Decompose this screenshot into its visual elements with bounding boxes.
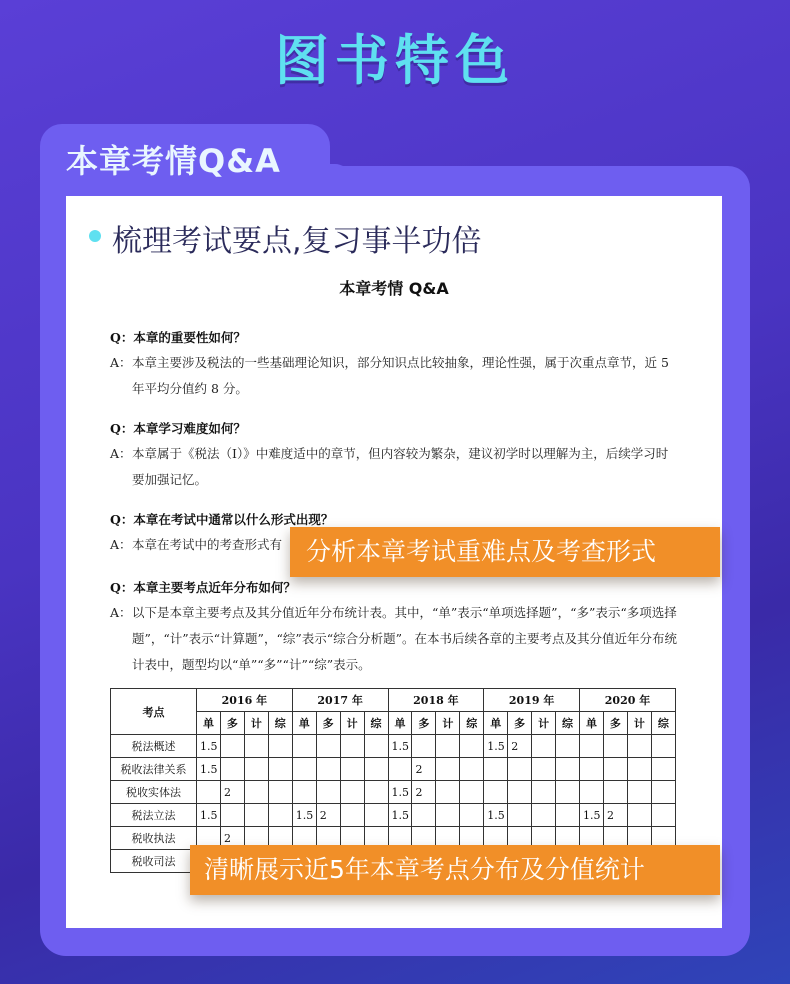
- question-2: Q：本章学习难度如何？: [110, 421, 246, 436]
- score-cell: 1.5: [580, 804, 604, 827]
- score-cell: [412, 735, 436, 758]
- question-type-header: 单: [580, 712, 604, 735]
- callout-score-distribution: 清晰展示近5年本章考点分布及分值统计: [190, 845, 720, 895]
- score-cell: [556, 804, 580, 827]
- score-cell: [268, 758, 292, 781]
- score-cell: [603, 758, 627, 781]
- exam-point-name: 税收法律关系: [111, 758, 197, 781]
- score-cell: [340, 735, 364, 758]
- question-type-header: 多: [603, 712, 627, 735]
- question-type-header: 综: [651, 712, 675, 735]
- score-cell: [651, 735, 675, 758]
- score-cell: [436, 758, 460, 781]
- answer-label: A：: [110, 605, 132, 620]
- score-cell: [364, 781, 388, 804]
- exam-point-name: 税法概述: [111, 735, 197, 758]
- table-row: [111, 758, 676, 781]
- score-cell: [580, 735, 604, 758]
- score-cell: [220, 804, 244, 827]
- score-cell: [412, 804, 436, 827]
- exam-point-name: 税收执法: [111, 827, 197, 850]
- answer-label: A：: [110, 446, 132, 461]
- score-cell: [316, 781, 340, 804]
- bullet-dot-icon: [89, 230, 101, 242]
- score-cell: [436, 804, 460, 827]
- score-cell: [603, 781, 627, 804]
- exam-point-name: 税收司法: [111, 850, 197, 873]
- answer-label: A：: [110, 355, 132, 370]
- score-cell: [316, 758, 340, 781]
- score-cell: [508, 804, 532, 827]
- score-cell: [580, 781, 604, 804]
- score-cell: [627, 735, 651, 758]
- score-cell: [508, 758, 532, 781]
- score-cell: [316, 735, 340, 758]
- score-cell: 1.5: [388, 735, 412, 758]
- score-cell: [197, 781, 221, 804]
- score-cell: [244, 758, 268, 781]
- question-type-header: 综: [460, 712, 484, 735]
- score-cell: [532, 804, 556, 827]
- score-cell: [364, 735, 388, 758]
- table-row: [111, 804, 676, 827]
- score-cell: 1.5: [484, 804, 508, 827]
- score-cell: [627, 758, 651, 781]
- year-header: 2017 年: [292, 689, 388, 712]
- score-cell: [268, 804, 292, 827]
- question-type-header: 多: [316, 712, 340, 735]
- score-cell: [484, 758, 508, 781]
- score-cell: [388, 758, 412, 781]
- score-cell: [580, 758, 604, 781]
- question-4: Q：本章主要考点近年分布如何？: [110, 580, 296, 595]
- year-header: 2018 年: [388, 689, 484, 712]
- score-cell: [364, 758, 388, 781]
- score-cell: [292, 781, 316, 804]
- score-cell: [460, 758, 484, 781]
- score-cell: 1.5: [197, 804, 221, 827]
- score-cell: 2: [220, 781, 244, 804]
- table-corner-header: 考点: [111, 689, 197, 735]
- question-3: Q：本章在考试中通常以什么形式出现？: [110, 512, 334, 527]
- score-cell: [220, 735, 244, 758]
- score-cell: [460, 804, 484, 827]
- score-cell: [244, 735, 268, 758]
- score-cell: [651, 804, 675, 827]
- answer-text: 本章在考试中的考查形式有: [132, 537, 283, 552]
- score-cell: [436, 735, 460, 758]
- score-cell: [268, 781, 292, 804]
- question-type-header: 计: [627, 712, 651, 735]
- score-cell: 1.5: [292, 804, 316, 827]
- score-cell: [220, 758, 244, 781]
- score-cell: [651, 758, 675, 781]
- hero-title: 图书特色: [275, 29, 515, 92]
- answer-label: A：: [110, 537, 132, 552]
- answer-text: 本章主要涉及税法的一些基础理论知识，部分知识点比较抽象，理论性强，属于次重点章节，近 5 年平均分值约 8 分。: [132, 355, 669, 396]
- question-type-header: 多: [508, 712, 532, 735]
- answer-text: 以下是本章主要考点及其分值近年分布统计表。其中，“单”表示“单项选择题”，“多”表示“多项选择题”，“计”表示“计算题”，“综”表示“综合分析题”。在本书后续各章的主要考点及其分值近年分布统计表中，题型均以“单”“多”“计”“综”表示。: [132, 605, 678, 672]
- question-type-header: 综: [364, 712, 388, 735]
- section-tab-label: 本章考情Q&A: [66, 142, 281, 180]
- score-cell: [556, 781, 580, 804]
- score-cell: 2: [412, 758, 436, 781]
- score-cell: [244, 804, 268, 827]
- score-cell: 2: [603, 804, 627, 827]
- score-cell: [436, 781, 460, 804]
- score-cell: [340, 758, 364, 781]
- question-type-header: 单: [197, 712, 221, 735]
- score-cell: 1.5: [197, 735, 221, 758]
- doc-title: 本章考情 Q&A: [339, 279, 449, 298]
- answer-2: [110, 441, 680, 493]
- score-cell: [532, 781, 556, 804]
- score-cell: [508, 781, 532, 804]
- year-header: 2019 年: [484, 689, 580, 712]
- exam-point-name: 税法立法: [111, 804, 197, 827]
- exam-point-name: 税收实体法: [111, 781, 197, 804]
- score-cell: [292, 735, 316, 758]
- answer-text: 本章属于《税法（Ⅰ）》中难度适中的章节，但内容较为繁杂，建议初学时以理解为主，后续学习时要加强记忆。: [132, 446, 669, 487]
- score-cell: [556, 758, 580, 781]
- year-header: 2020 年: [580, 689, 676, 712]
- score-cell: [340, 781, 364, 804]
- score-cell: 1.5: [484, 735, 508, 758]
- question-type-header: 综: [268, 712, 292, 735]
- score-cell: [532, 758, 556, 781]
- feature-headline: 梳理考试要点,复习事半功倍: [112, 224, 482, 259]
- year-header: 2016 年: [197, 689, 293, 712]
- score-cell: 2: [412, 781, 436, 804]
- score-cell: 1.5: [388, 804, 412, 827]
- question-type-header: 计: [436, 712, 460, 735]
- callout-exam-focus: 分析本章考试重难点及考查形式: [290, 527, 720, 577]
- score-cell: [556, 735, 580, 758]
- score-cell: [364, 804, 388, 827]
- score-cell: [651, 781, 675, 804]
- score-cell: 2: [316, 804, 340, 827]
- score-cell: 1.5: [197, 758, 221, 781]
- question-type-header: 单: [484, 712, 508, 735]
- question-type-header: 计: [532, 712, 556, 735]
- score-cell: [460, 735, 484, 758]
- question-type-header: 综: [556, 712, 580, 735]
- question-1: Q：本章的重要性如何？: [110, 330, 246, 345]
- score-cell: [603, 735, 627, 758]
- score-cell: [244, 781, 268, 804]
- score-cell: [460, 781, 484, 804]
- score-cell: 2: [220, 827, 244, 850]
- score-cell: 2: [508, 735, 532, 758]
- question-type-header: 单: [292, 712, 316, 735]
- score-cell: [292, 758, 316, 781]
- question-type-header: 多: [412, 712, 436, 735]
- table-row: [111, 781, 676, 804]
- score-cell: [268, 735, 292, 758]
- score-cell: [627, 804, 651, 827]
- question-type-header: 计: [340, 712, 364, 735]
- score-cell: [484, 781, 508, 804]
- score-cell: [532, 735, 556, 758]
- score-cell: [627, 781, 651, 804]
- answer-4: [110, 600, 680, 678]
- question-type-header: 多: [220, 712, 244, 735]
- question-type-header: 单: [388, 712, 412, 735]
- score-cell: [340, 804, 364, 827]
- score-cell: 1.5: [388, 781, 412, 804]
- question-type-header: 计: [244, 712, 268, 735]
- answer-1: [110, 350, 680, 402]
- table-row: [111, 735, 676, 758]
